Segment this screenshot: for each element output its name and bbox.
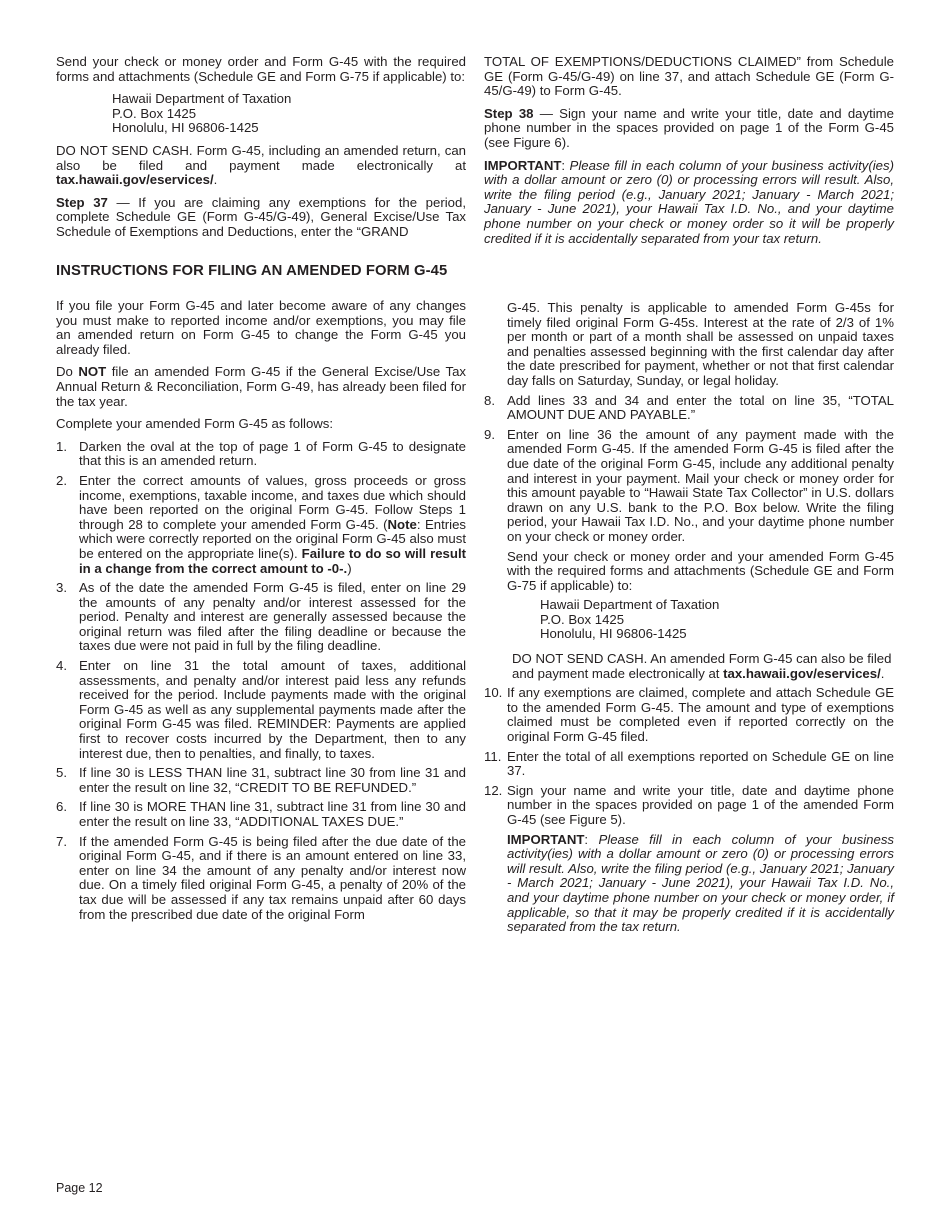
item-number: 9. — [484, 426, 495, 442]
step-37 — [56, 196, 466, 240]
item-text: If line 30 is MORE THAN line 31, subtract line 31 from line 30 and enter the result on line 33, “ADDITIONAL TAXES DUE.” — [79, 799, 466, 829]
step-38 — [484, 107, 894, 151]
item-number: 12. — [484, 782, 503, 798]
list-item — [56, 440, 466, 469]
section-heading-wrap — [56, 264, 476, 279]
item-text: If line 30 is LESS THAN line 31, subtract line 30 from line 31 and enter the result on line 32, “CREDIT TO BE REFUNDED.” — [79, 765, 466, 795]
item-number: 1. — [56, 438, 67, 454]
complete-intro: Complete your amended Form G-45 as follows: — [56, 416, 334, 432]
cash-note: DO NOT SEND CASH. Form G-45, including an amended return, can also be filed and payment made electronically at tax.hawaii.gov/eservices/. — [56, 142, 466, 188]
send-paragraph: Send your check or money order and your amended Form G-45 with the required forms and attachments (Schedule GE and Form G-75 if applicable) to: — [507, 548, 894, 593]
list-item — [484, 750, 894, 779]
item-text: Add lines 33 and 34 and enter the total on line 35, “TOTAL AMOUNT DUE AND PAYABLE.” — [507, 392, 894, 423]
important-text: Please fill in each column of your business activity(ies) with a dollar amount or zero (0) or processing errors will result. Also, write the filing period (e.g., January 2021; January - March 2021; January - June 2021), your Hawaii Tax I.D. No., and your daytime phone number on your check or money order, if applicable, so that it may be properly credited if it is accidentally separated from the tax return. — [507, 831, 895, 935]
important-label: IMPORTANT — [484, 157, 562, 173]
not-text: file an amended Form G-45 if the General Excise/Use Tax Annual Return & Reconciliation, Form G-49, has already been filed for the tax year. — [56, 364, 466, 409]
mailing-address — [56, 92, 466, 136]
top-left-column — [56, 55, 466, 240]
section-heading: INSTRUCTIONS FOR FILING AN AMENDED FORM G-45 — [56, 263, 448, 279]
list-item — [56, 800, 466, 829]
item-text: Darken the oval at the top of page 1 of Form G-45 to designate that this is an amended return. — [79, 438, 466, 469]
list-item — [484, 686, 894, 744]
step-label: Step 37 — [56, 194, 108, 210]
step-text: — Sign your name and write your title, date and daytime phone number in the spaces provided on page 1 of the Form G-45 (see Figure 6). — [484, 105, 894, 150]
item-number: 10. — [484, 685, 503, 701]
item-number: 7. — [56, 833, 67, 849]
amended-intro: If you file your Form G-45 and later become aware of any changes you must make to reported income and/or exemptions, you may file an amended return on Form G-45 to change the Form G-45 you already filed. — [56, 298, 466, 357]
list-item — [56, 581, 466, 654]
list-item — [484, 784, 894, 828]
list-item — [56, 474, 466, 576]
send-intro: Send your check or money order and Form G-45 with the required forms and attachments (Schedule GE and Form G-75 if applicable) to: — [56, 54, 466, 84]
item-text: Enter on line 31 the total amount of taxes, additional assessments, and penalty and/or interest paid less any refunds received for the period. Include payments made with the original Form G-45 as well as any supplemental payments made after the original Form G-45 was filed. REMINDER: Payments are applied first to recover costs incurred by the Department, then to any interest due, then to penalties, and finally, to taxes. — [79, 658, 466, 761]
page-number: Page 12 — [56, 1181, 103, 1195]
address-line: Honolulu, HI 96806-1425 — [112, 120, 259, 136]
list-item — [56, 766, 466, 795]
address-line: Hawaii Department of Taxation — [540, 597, 720, 613]
item-text: Enter the total of all exemptions reported on Schedule GE on line 37. — [507, 748, 894, 779]
note-label: Note — [387, 516, 417, 532]
item-text: As of the date the amended Form G-45 is filed, enter on line 29 the amounts of any penalty and/or interest assessed for the period. Penalty and interest are generally assessed because the original return was filed after the filing deadline or because the taxes due were not paid in full by the filing deadline. — [79, 580, 466, 654]
important-note: IMPORTANT: Please fill in each column of your business activity(ies) with a dollar amount or zero (0) or processing errors will result. Also, write the filing period (e.g., January 2021; January - March 2021; January - June 2021), your Hawaii Tax I.D. No., and your daytime phone number on your check or money order so it will be properly credited if it is accidentally separated from your tax return. — [484, 157, 894, 246]
step-label: Step 38 — [484, 105, 534, 121]
item-text: If the amended Form G-45 is being filed after the due date of the original Form G-45, and if there is an amount entered on line 33, enter on line 34 the amount of any penalty and/or interest now due. On a timely filed original Form G-45, a penalty of 20% of the tax due will be assessed if any tax remains unpaid after 60 days from the prescribed due date of the original Form — [79, 833, 466, 922]
important-note: IMPORTANT: Please fill in each column of your business activity(ies) with a dollar amount or zero (0) or processing errors will result. Also, write the filing period (e.g., January 2021; January - March 2021; January - June 2021), your Hawaii Tax I.D. No., and your daytime phone number on your check or money order, if applicable, so that it may be properly credited if it is accidentally separated from the tax return. — [507, 831, 895, 935]
do-not-file-note — [56, 365, 466, 409]
list-item — [484, 428, 894, 545]
important-label: IMPORTANT — [507, 831, 585, 847]
address-line: P.O. Box 1425 — [540, 611, 625, 627]
closing-paren: ) — [347, 560, 352, 576]
address-line: Honolulu, HI 96806-1425 — [540, 626, 687, 642]
website-link[interactable]: tax.hawaii.gov/eservices/ — [56, 172, 214, 188]
address-line: P.O. Box 1425 — [112, 105, 197, 121]
item-text: Sign your name and write your title, date and daytime phone number in the spaces provided on page 1 of the amended Form G-45 (see Figure 5). — [507, 782, 894, 827]
item-text: If any exemptions are claimed, complete and attach Schedule GE to the amended Form G-45. The amount and type of exemptions claimed must be completed even if reported correctly on the original Form G-45 filed. — [507, 685, 894, 745]
item-number: 4. — [56, 658, 67, 674]
left-column — [56, 299, 466, 927]
do-word: Do — [56, 364, 79, 380]
item-number: 2. — [56, 472, 67, 488]
cash-note-text: DO NOT SEND CASH. An amended Form G-45 can also be filed and payment made electronically at — [512, 651, 892, 681]
right-column — [484, 301, 894, 935]
item-number: 6. — [56, 799, 67, 815]
address-line: Hawaii Department of Taxation — [112, 91, 292, 107]
not-word: NOT — [78, 364, 107, 380]
top-right-column — [484, 55, 894, 246]
cash-note-text: DO NOT SEND CASH. Form G-45, including an amended return, can also be filed and payment made electronically at — [56, 142, 466, 173]
list-item — [484, 394, 894, 423]
list-item — [56, 835, 466, 923]
item-number: 5. — [56, 765, 67, 781]
list-item — [56, 659, 466, 761]
mailing-address — [484, 598, 894, 642]
item-text: Enter the correct amounts of values, gross proceeds or gross income, exemptions, taxable income, and taxes due which should have been reported on the original Form G-45. Follow Steps 1 through 28 to complete your amended Form G-45. ( — [79, 472, 466, 532]
step-text: — If you are claiming any exemptions for the period, complete Schedule GE (Form G-45/G-49), General Excise/Use Tax Schedule of Exemptions and Deductions, enter the “GRAND — [56, 194, 466, 239]
item-7-continued: G-45. This penalty is applicable to amended Form G-45s for timely filed original Form G-45s. Interest at the rate of 2/3 of 1% per month or part of a month shall be assessed on unpaid taxes and penalties assessed beginning with the first calendar day after the date prescribed for payment, whether or not that first calendar day falls on Saturday, Sunday, or legal holiday. — [507, 300, 894, 388]
item-number: 8. — [484, 392, 495, 408]
cash-note: DO NOT SEND CASH. An amended Form G-45 can also be filed and payment made electronically at tax.hawaii.gov/eservices/. — [512, 651, 892, 681]
note-text: : Entries which were correctly reported on the original Form G-45 also must be entered on the appropriate line(s). — [79, 516, 466, 561]
important-text: Please fill in each column of your business activity(ies) with a dollar amount or zero (0) or processing errors will result. Also, write the filing period (e.g., January 2021; January - March 2021; January - June 2021), your Hawaii Tax I.D. No., and your daytime phone number on your check or money order so it will be properly credited if it is accidentally separated from your tax return. — [484, 157, 894, 246]
step-37-continued: TOTAL OF EXEMPTIONS/DEDUCTIONS CLAIMED” from Schedule GE (Form G-45/G-49) on line 37, and attach Schedule GE (Form G-45/G-49) to Form G-45. — [484, 54, 894, 99]
item-number: 3. — [56, 580, 67, 596]
website-link[interactable]: tax.hawaii.gov/eservices/ — [723, 665, 881, 681]
item-text: Enter on line 36 the amount of any payment made with the amended Form G-45. If the amended Form G-45 is filed after the due date of the original Form G-45, include any additional penalty and interest in your payment. Mail your check or money order for this amount payable to “Hawaii State Tax Collector” in U.S. dollars drawn on any U.S. bank to the P.O. Box below. Write the filing period, your Hawaii Tax I.D. No., and your daytime phone number on your check or money order. — [507, 426, 894, 544]
item-number: 11. — [484, 748, 502, 764]
warning-text: Failure to do so will result in a change from the correct amount to -0-. — [79, 545, 467, 576]
